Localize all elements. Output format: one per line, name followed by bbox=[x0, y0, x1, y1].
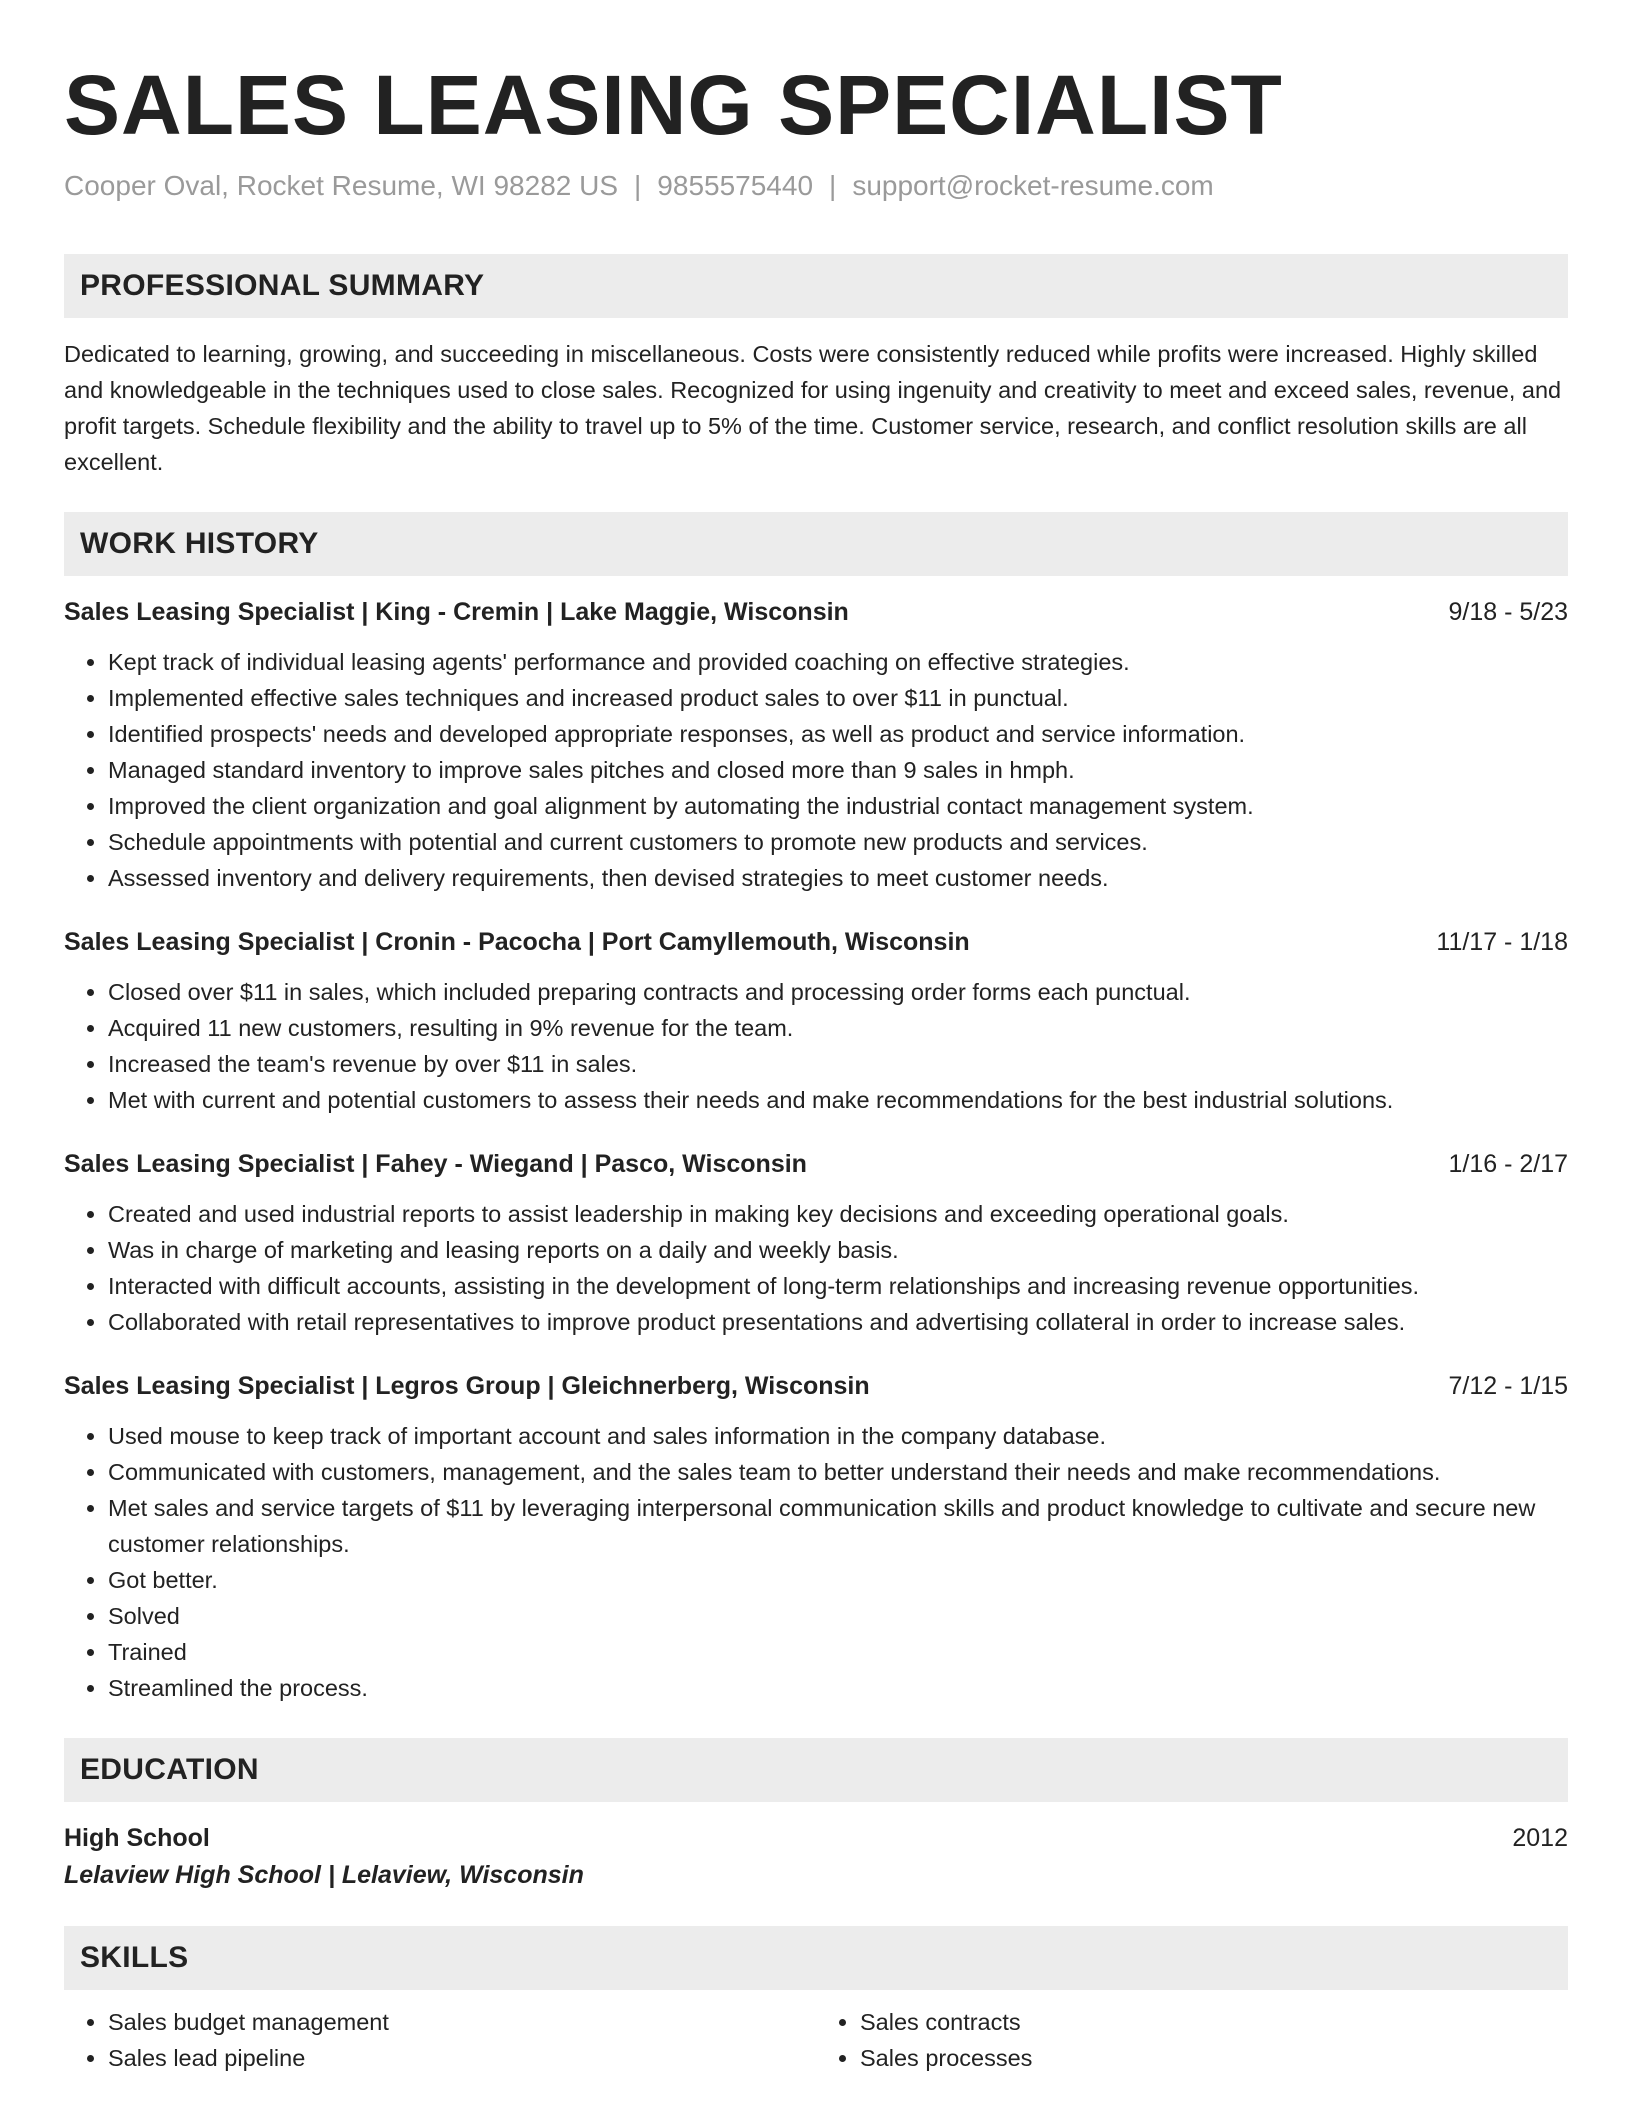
skill-item: • Sales budget management bbox=[108, 2004, 816, 2040]
job-bullet: • Managed standard inventory to improve sales pitches and closed more than 9 sales in hmph. bbox=[108, 752, 1568, 788]
contact-separator: | bbox=[634, 170, 642, 201]
job-bullet: • Assessed inventory and delivery requirements, then devised strategies to meet customer needs. bbox=[108, 860, 1568, 896]
skill-item: • Sales lead pipeline bbox=[108, 2040, 816, 2076]
section-header-skills: SKILLS bbox=[64, 1926, 1568, 1990]
section-header-summary: PROFESSIONAL SUMMARY bbox=[64, 254, 1568, 318]
skills-column-right bbox=[816, 2004, 1568, 2076]
skill-item: • Sales processes bbox=[860, 2040, 1568, 2076]
candidate-title: SALES LEASING SPECIALIST bbox=[64, 58, 1283, 152]
job-header bbox=[64, 1146, 1568, 1182]
job-title: Sales Leasing Specialist | Fahey - Wiegand | Pasco, Wisconsin bbox=[64, 1150, 807, 1178]
job-bullet: • Increased the team's revenue by over $11 in sales. bbox=[108, 1046, 1568, 1082]
job-bullet: • Solved bbox=[108, 1598, 1568, 1634]
job-bullets bbox=[64, 974, 1568, 1118]
contact-address: Cooper Oval, Rocket Resume, WI 98282 US bbox=[64, 170, 619, 201]
education-year: 2012 bbox=[1512, 1824, 1568, 1852]
job-bullet: • Closed over $11 in sales, which included preparing contracts and processing order forms each punctual. bbox=[108, 974, 1568, 1010]
skill-item: • Sales contracts bbox=[860, 2004, 1568, 2040]
skills-list bbox=[64, 2004, 1568, 2076]
education-header bbox=[64, 1820, 1568, 1856]
skills-column-left bbox=[64, 2004, 816, 2076]
job-header bbox=[64, 1368, 1568, 1404]
job-dates: 11/17 - 1/18 bbox=[1436, 928, 1568, 956]
job-bullet: • Identified prospects' needs and developed appropriate responses, as well as product and service information. bbox=[108, 716, 1568, 752]
job-bullet: • Schedule appointments with potential and current customers to promote new products and services. bbox=[108, 824, 1568, 860]
job-dates: 7/12 - 1/15 bbox=[1448, 1372, 1568, 1400]
job-bullet: • Was in charge of marketing and leasing reports on a daily and weekly basis. bbox=[108, 1232, 1568, 1268]
job-title: Sales Leasing Specialist | King - Cremin | Lake Maggie, Wisconsin bbox=[64, 598, 849, 626]
job-header bbox=[64, 594, 1568, 630]
job-bullet: • Met sales and service targets of $11 by leveraging interpersonal communication skills and product knowledge to cultivate and secure new customer relationships. bbox=[108, 1490, 1568, 1562]
job-dates: 9/18 - 5/23 bbox=[1448, 598, 1568, 626]
job-bullets bbox=[64, 1196, 1568, 1340]
job-bullet: • Created and used industrial reports to assist leadership in making key decisions and exceeding operational goals. bbox=[108, 1196, 1568, 1232]
job-bullet: • Communicated with customers, management, and the sales team to better understand their needs and make recommendations. bbox=[108, 1454, 1568, 1490]
job-bullet: • Met with current and potential customers to assess their needs and make recommendations for the best industrial solutions. bbox=[108, 1082, 1568, 1118]
summary-text: Dedicated to learning, growing, and succeeding in miscellaneous. Costs were consistently reduced while profits were increased. Highly skilled and knowledgeable in the techniques used to close sales. Recognized for using ingenuity and creativity to meet and exceed sales, revenue, and profit targets. Schedule flexibility and the ability to travel up to 5% of the time. Customer service, research, and conflict resolution skills are all excellent. bbox=[64, 341, 1562, 475]
contact-email: support@rocket-resume.com bbox=[852, 170, 1214, 201]
job-bullet: • Acquired 11 new customers, resulting in 9% revenue for the team. bbox=[108, 1010, 1568, 1046]
education-degree: High School bbox=[64, 1824, 210, 1852]
job-bullets bbox=[64, 1418, 1568, 1706]
job-entry bbox=[64, 1146, 1568, 1340]
job-bullet: • Implemented effective sales techniques and increased product sales to over $11 in punctual. bbox=[108, 680, 1568, 716]
job-entry bbox=[64, 594, 1568, 896]
job-bullet: • Interacted with difficult accounts, assisting in the development of long-term relationships and increasing revenue opportunities. bbox=[108, 1268, 1568, 1304]
section-header-education: EDUCATION bbox=[64, 1738, 1568, 1802]
job-dates: 1/16 - 2/17 bbox=[1448, 1150, 1568, 1178]
contact-separator: | bbox=[829, 170, 837, 201]
job-entry bbox=[64, 924, 1568, 1118]
education-school: Lelaview High School | Lelaview, Wisconsin bbox=[64, 1861, 584, 1889]
education-entry bbox=[64, 1820, 1568, 1894]
job-entry bbox=[64, 1368, 1568, 1706]
section-header-work-history: WORK HISTORY bbox=[64, 512, 1568, 576]
job-bullet: • Used mouse to keep track of important account and sales information in the company database. bbox=[108, 1418, 1568, 1454]
job-bullet: • Got better. bbox=[108, 1562, 1568, 1598]
contact-phone: 9855575440 bbox=[657, 170, 814, 201]
job-bullet: • Streamlined the process. bbox=[108, 1670, 1568, 1706]
job-bullet: • Improved the client organization and goal alignment by automating the industrial contact management system. bbox=[108, 788, 1568, 824]
job-bullet: • Trained bbox=[108, 1634, 1568, 1670]
job-bullets bbox=[64, 644, 1568, 896]
job-bullet: • Kept track of individual leasing agents' performance and provided coaching on effective strategies. bbox=[108, 644, 1568, 680]
job-title: Sales Leasing Specialist | Legros Group | Gleichnerberg, Wisconsin bbox=[64, 1372, 870, 1400]
contact-line bbox=[64, 168, 1568, 204]
job-header bbox=[64, 924, 1568, 960]
job-title: Sales Leasing Specialist | Cronin - Pacocha | Port Camyllemouth, Wisconsin bbox=[64, 928, 970, 956]
job-bullet: • Collaborated with retail representatives to improve product presentations and advertising collateral in order to increase sales. bbox=[108, 1304, 1568, 1340]
